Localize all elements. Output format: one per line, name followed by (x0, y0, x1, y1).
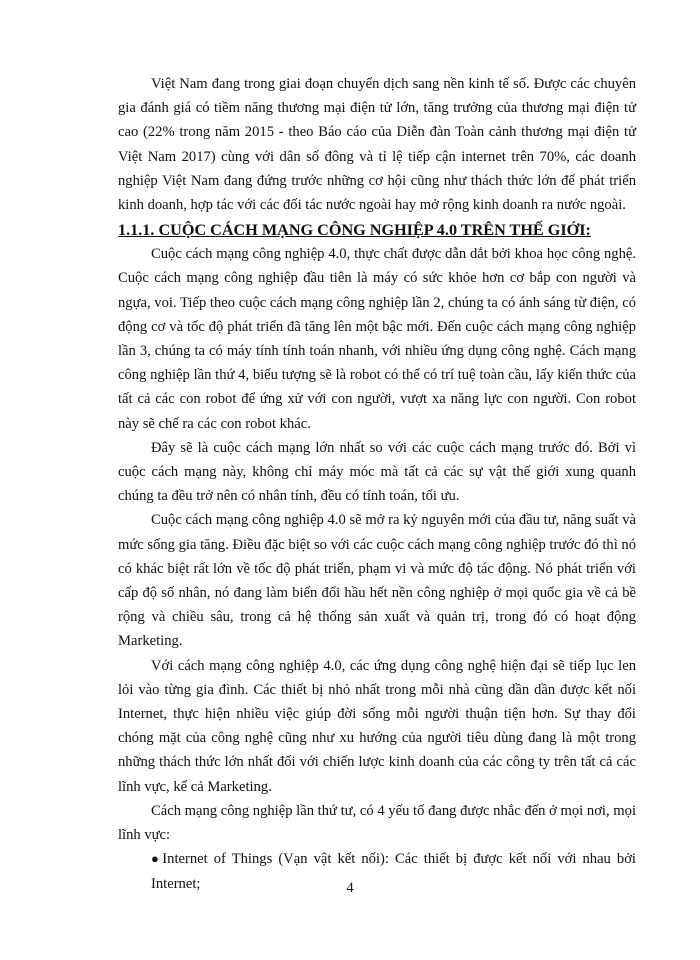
bullet-icon: ● (151, 851, 162, 867)
paragraph-technology-households: Với cách mạng công nghiệp 4.0, các ứng dụng công nghệ hiện đại sẽ tiếp lục len lỏi vào từng gia đình. Các thiết bị nhỏ nhất trong mỗi nhà cũng dần dần được kết nối Internet, thực hiện nhiều việc giúp đời sống mỗi người thuận tiện hơn. Sự thay đổi chóng mặt của công nghệ cũng như xu hướng của người tiêu dùng đang là một trong những thách thức lớn nhất đối với chiến lược kinh doanh của các công ty trên tất cả các lĩnh vực, kể cả Marketing. (118, 657, 636, 795)
paragraph-industry-revolutions: Cuộc cách mạng công nghiệp 4.0, thực chất được dẫn dắt bởi khoa học công nghệ. Cuộc cách mạng công nghiệp đầu tiên là máy có sức khỏe hơn cơ bắp con người và ngựa, voi. Tiếp theo cuộc cách mạng công nghiệp lần 2, chúng ta có ánh sáng từ điện, có động cơ và tốc độ phát triển đã tăng lên một bậc mới. Đến cuộc cách mạng công nghiệp lần 3, chúng ta có máy tính tính toán nhanh, với nhiều ứng dụng công nghệ. Cách mạng công nghiệp lần thứ 4, biểu tượng sẽ là robot có thể có trí tuệ toàn cầu, lấy kiến thức của tất cả các con robot để ứng xử với con người, vượt xa năng lực con người. Con robot này sẽ chế ra các con robot khác. (118, 246, 636, 432)
page-number: 4 (346, 880, 354, 896)
paragraph-four-factors: Cách mạng công nghiệp lần thứ tư, có 4 yếu tố đang được nhắc đến ở mọi nơi, mọi lĩnh vực: (118, 802, 636, 844)
paragraph-new-era: Cuộc cách mạng công nghiệp 4.0 sẽ mở ra kỷ nguyên mới của đầu tư, năng suất và mức sống gia tăng. Điều đặc biệt so với các cuộc cách mạng công nghiệp trước đó thì nó có khác biệt rất lớn về tốc độ phát triển, phạm vi và mức độ tác động. Nó phát triển với cấp độ số nhân, nó đang làm biến đổi hầu hết nền công nghiệp ở mọi quốc gia về cả bề rộng và chiều sâu, trong cả hệ thống sản xuất và quản trị, trong đó có hoạt động Marketing. (118, 512, 636, 650)
bullet-item-text: Internet of Things (Vạn vật kết nối): Các thiết bị được kết nối với nhau bởi Internet; (151, 851, 636, 892)
page-content (118, 72, 636, 896)
intro-paragraph: Việt Nam đang trong giai đoạn chuyển dịch sang nền kinh tế số. Được các chuyên gia đánh giá có tiềm năng thương mại điện tử lớn, tăng trưởng của thương mại điện tử cao (22% trong năm 2015 - theo Báo cáo của Diễn đàn Toàn cảnh thương mại điện tử Việt Nam 2017) cùng với dân số đông và tỉ lệ tiếp cận internet trên 70%, các doanh nghiệp Việt Nam đang đứng trước những cơ hội cũng như thách thức lớn để phát triển kinh doanh, hợp tác với các đối tác nước ngoài hay mở rộng kinh doanh ra nước ngoài. (118, 76, 636, 214)
paragraph-biggest-revolution: Đây sẽ là cuộc cách mạng lớn nhất so với các cuộc cách mạng trước đó. Bởi vì cuộc cách mạng này, không chỉ máy móc mà tất cả các sự vật thế giới xung quanh chúng ta đều trở nên có nhân tính, đều có tính toán, tối ưu. (118, 439, 636, 505)
section-heading: 1.1.1. CUỘC CÁCH MẠNG CÔNG NGHIỆP 4.0 TRÊN THẾ GIỚI: (118, 221, 591, 240)
